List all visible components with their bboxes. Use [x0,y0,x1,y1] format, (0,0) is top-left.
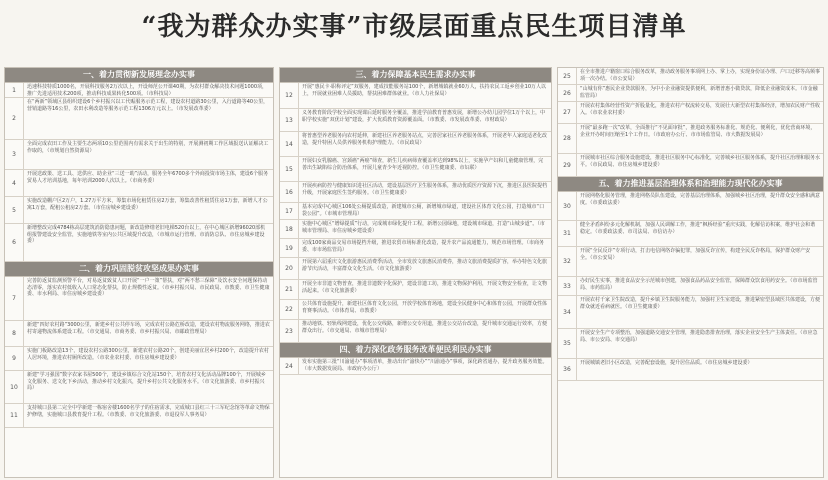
item-number: 7 [5,277,24,320]
item-number: 13 [280,109,299,131]
item-description: 推动地铁、轻轨线网建设，优化公交线路，新增公交专用道，推进公交站台改造，提升城市交通运行效率，方便群众出行。（市交通局、市城市管理局） [302,321,548,334]
table-row [558,221,823,247]
item-description: 新增整改完成4784栋高层建筑消防隐患问题，新改造修缮老旧电梯520台以上，在中心城区新增96020部机组报警建设安全监管，实施地铁等室内公共区域提升改造，（市城市运行管理、市消防总队、市住房城乡建设委） [27,225,266,245]
item-number: 9 [5,347,24,370]
item-description: 开展送政策、送工具、送供应、助企业“三送一助”活动，服务全年6700多个外商投资市场主体，建设6个服务贸易人才培训基地，每年培训2000人次以上。（市商务委） [27,171,269,184]
item-number: 5 [5,197,24,223]
table-row [558,296,823,329]
item-description: 开展城镇老旧小区改造，完善配套设施，提升居住品质。（市住房城乡建设委） [580,360,753,366]
item-description: 在全市推进户籍窗口综合服务改革，推动政务服务事项网上办、掌上办，实现身份证办理、户口迁移等高频事项一次办结。（市公安局） [580,69,821,82]
item-description: 健全矛盾纠纷多元化解机制，加强人民调解工作，推进“枫桥经验”重庆实践，化解信访积案，维护社会和谐稳定。（市委政法委、市司法局、市信访办） [580,222,816,235]
table-row [5,98,273,140]
table-row [280,239,551,258]
item-description: 开展“惠民卡·职称评定”双服务，建成技能服务站100个，新增城镇就业60万人，扶持农民工返乡创业10万人以上，开展就业困难人员援助，帮扶困难群体就业。（市人力社保局） [302,84,547,97]
section-header: 四、着力深化政务服务改革便民利民办实事 [280,343,551,358]
section-header: 一、着力贯彻新发展理念办实事 [5,68,273,83]
table-row [280,83,551,109]
table-row [5,83,273,98]
table-row [558,359,823,381]
item-number: 20 [280,258,299,279]
item-number: 27 [558,102,577,123]
item-number: 18 [280,220,299,238]
section-header: 五、着力推进基层治理体系和治理能力现代化办实事 [558,177,823,192]
table-row [280,182,551,203]
table-row [280,157,551,182]
item-description: 实施中心城区“增绿提质”行动，完成城市绿化提升工程，新增公园绿地，建设城市绿道，打造“山城步道”。（市城市管理局、市住房城乡建设委） [302,221,545,234]
item-number: 32 [558,247,577,276]
table-row [5,277,273,321]
item-number: 15 [280,157,299,181]
column-2 [279,67,552,478]
item-description: 支持城口县第二完全中学新建一栋宿舍楼1600名学子的住宿需求，完成城口县红三十三军纪念馆等革命文物保护修缮，实施城口县教育提升工程。（市教委、市文化旅游委、市退役军人事务局） [27,405,270,418]
item-number: 26 [558,85,577,101]
item-number: 34 [558,296,577,328]
item-description: 在“两新”领域区县组织建设6个乡村振兴以工代赈服务示范工程，建设农村道路30公里，入行道路等40公里，营销道路等16公里，农田水利改造等服务示范工程1306万元以上。（市发展改革委） [27,99,269,112]
item-description: 开展城市社区综合服务设施建设，推进社区服务中心标准化，完善城乡社区服务体系，提升社区治理和服务水平。（市民政局、市住房城乡建设委） [580,155,821,168]
table-row [280,220,551,239]
item-description: 迅速科技特质1000名，开展科技服务2万次以上，开设师范公开课40期，为农村群众解决技术问题1000项，推广先进适用技术200项，推动科技成果转化500项。（市科技局） [27,84,267,97]
item-number: 10 [5,371,24,403]
item-description: 公共体育设施提升，新建社区体育文化公园，开放学校体育场地，建设全民健身中心和体育公园，开展群众性体育赛事活动。（市体育局、市教委） [302,301,548,314]
item-description: 发布实施第三批“川渝通办”事项清单，推动出台“渝快办”“川渝通办”事项，深化跨省通办，提升政务服务效能。（市大数据发展局、市政府办公厅） [302,359,548,372]
table-row [558,68,823,85]
item-description: 实施门板路改造13个，建设农村公路300公里，新建农村公路20个，创建美丽宜居乡村200个，改造提升农村人居环境，推进农村厕所改造。（市农业农村委、市住房城乡建设委） [27,348,269,361]
item-number: 21 [280,280,299,299]
item-number: 31 [558,221,577,246]
section-header: 二、着力巩固脱贫攻坚成果办实事 [5,262,273,277]
item-description: 基本完成中心城区106处公厕提质改造，新建城市公厕，新增城市绿道，建设社区体育文化公园，打造城市“口袋公园”。（市城市管理局） [302,204,545,217]
item-number: 2 [5,98,24,139]
table-row [558,154,823,177]
item-description: 实施改造棚户区2万户，1.27万平方米，筹集市场化租赁住房2万套，筹集改善性租赁住房1万套，新增人才公寓1万套，配租公租房2万套。（市住房城乡建设委） [27,198,268,211]
item-number: 35 [558,329,577,358]
table-row [5,140,273,170]
item-number: 36 [558,359,577,380]
table-row [558,192,823,221]
item-number: 3 [5,140,24,169]
item-description: “山城有你”惠民企业贷款服务，为中小企业融资提供便利，新增普惠小微贷款，降低企业融资成本。（市金融监管局） [580,86,818,99]
item-number: 14 [280,132,299,156]
item-description: 开展全市非遗文物普查，推进非遗数字化保护，建设非遗工坊，推进文物保护利用，开展文物安全检查，让文物活起来。（市文化旅游委） [302,281,548,294]
table-row [5,170,273,197]
item-description: 完成100家商品交易市场提档升级，推进农贸市场标准化改造，提升农产品流通能力，规范市场管理。（市商务委、市市场监管局） [302,240,545,253]
item-description: 开展妇女乳腺癌、宫颈癌“两癌”筛查，新生儿疾病筛查覆盖率达到98%以上，实施孕产妇和儿童健康管理，完善出生缺陷综合防治体系，开展儿童青少年近视防控。（市卫生健康委、市妇联） [302,158,544,171]
page-title: “我为群众办实事”市级层面重点民生项目清单 [141,12,687,42]
item-description: 开展网格化服务管理，推进网格员队伍建设，完善基层治理体系，加强城乡社区治理，提升群众安全感和满意度。（市委政法委） [580,193,821,206]
item-number: 4 [5,170,24,196]
item-description: 开展安全生产专项整治，加强道路交通安全管理，推进隐患排查治理，落实企业安全生产主体责任。（市应急局、市公安局、市交通局） [580,330,818,343]
item-description: 开展第六届重庆文化旅游惠民消费季活动，全市发放文旅惠民消费券，推动文旅消费提质扩容，举办特色文化旅游节庆活动，丰富群众文化生活。（市文化旅游委） [302,259,548,272]
table-row [5,224,273,262]
item-description: 新建“四好农村路”3000公里，新建乡村公共停车场，完成农村公路危桥改造，建设农村物流服务网络，推进农村寄递物流体系建设工程。（市交通局、市商务委、市乡村振兴局、市邮政管理局） [27,322,270,335]
table-row [558,277,823,296]
table-row [280,258,551,280]
item-number: 6 [5,224,24,261]
item-number: 28 [558,124,577,153]
table-row [280,132,551,157]
item-description: 开展疾病防控与健康知识进社区活动，建设基层医疗卫生服务体系，推动优质医疗资源下沉，推进区县医院提档升级，开展家庭医生签约服务。（市卫生健康委） [302,183,548,196]
item-description: 全面完成农田工作及主要生态两项10公里范围内有需求关于出生的特别，开展测初期工作区域报送认证解决工作取的，（市规划自然资源局） [27,141,269,154]
table-row [5,347,273,371]
table-row [558,85,823,102]
item-number: 25 [558,68,577,84]
item-number: 30 [558,192,577,220]
item-number: 24 [280,358,299,374]
table-row [280,320,551,343]
item-description: 开展农村集体经营性资产折股量化，推进农村产权流转交易，发展壮大新型农村集体经济，增加农民财产性收入。（市农业农村委） [580,103,821,116]
item-number: 33 [558,277,577,295]
table-row [280,358,551,375]
table-row [558,247,823,277]
item-number: 17 [280,203,299,219]
item-description: 开展“全民反诈”专项行动，打击电信网络诈骗犯罪，加强反诈宣传，构建全民反诈格局，保护群众财产安全。（市公安局） [580,248,811,261]
item-number: 19 [280,239,299,257]
item-number: 22 [280,300,299,319]
table-row [5,404,273,428]
table-row [5,321,273,347]
item-description: 开展农村千家卫生院改造，提升乡镇卫生院服务能力，加强村卫生室建设，推进紧密型县域医共体建设，方便群众就近看病就医。（市卫生健康委） [580,297,821,310]
item-description: 义务教育阶段学校全面实现课后延时服务全覆盖，推进学前教育普惠发展，新增公办幼儿园学位1万个以上，中职学校实施“双优计划”建设，扩大优质教育资源覆盖面。（市教委、市发展改革委、市财政局） [302,110,546,123]
table-row [280,109,551,132]
table-row [558,124,823,154]
column-3 [557,67,824,478]
item-number: 12 [280,83,299,108]
item-description: 办好民生实事，推进食品安全示范城市创建，加强食品药品安全监管，保障群众饮食用药安全。（市市场监管局、市药监局） [580,278,818,291]
table-row [558,329,823,359]
item-number: 1 [5,83,24,97]
section-header: 三、着力保障基本民生需求办实事 [280,68,551,83]
item-number: 11 [5,404,24,427]
item-number: 8 [5,321,24,346]
column-1 [4,67,274,478]
item-description: 新建“学习强国”数字农家书屋500个，建设乡镇综合文化站150个，培育农村文化活动品牌100个，开展城乡文化服务、送文化下乡活动，推动乡村文化振兴，提升乡村公共文化服务水平。（市文化旅游委、市乡村振兴局） [27,372,266,392]
table-row [558,102,823,124]
table-row [5,197,273,224]
table-row [5,371,273,404]
item-number: 16 [280,182,299,202]
table-row [280,300,551,320]
item-description: 完善防返贫监测预警平台，对易返贫致贫人口开展“一户一策”帮扶，对“两不愁三保障”及饮水安全问题保持动态清零，落实农村低收入人口常态化帮扶，防止规模性返贫。（市乡村振兴局、市民政局、市教委、市卫生健康委、市水利局、市住房城乡建设委） [27,278,270,298]
table-row [280,203,551,220]
item-number: 23 [280,320,299,342]
item-description: 将普惠型养老服务向农村延伸，新建社区养老服务站点，完善居家社区养老服务体系，开展老年人家庭适老化改造，提升特困人员供养服务机构护理能力。（市民政局） [302,133,548,146]
item-description: 开展“最多跑一次”改革，全面推行“不见面审批”，推进政务服务标准化、规范化、便利化，优化营商环境，企业开办时间压缩至1个工作日。（市政府办公厅、市市场监管局、市大数据发展局） [580,125,816,138]
table-row [280,280,551,300]
item-number: 29 [558,154,577,176]
